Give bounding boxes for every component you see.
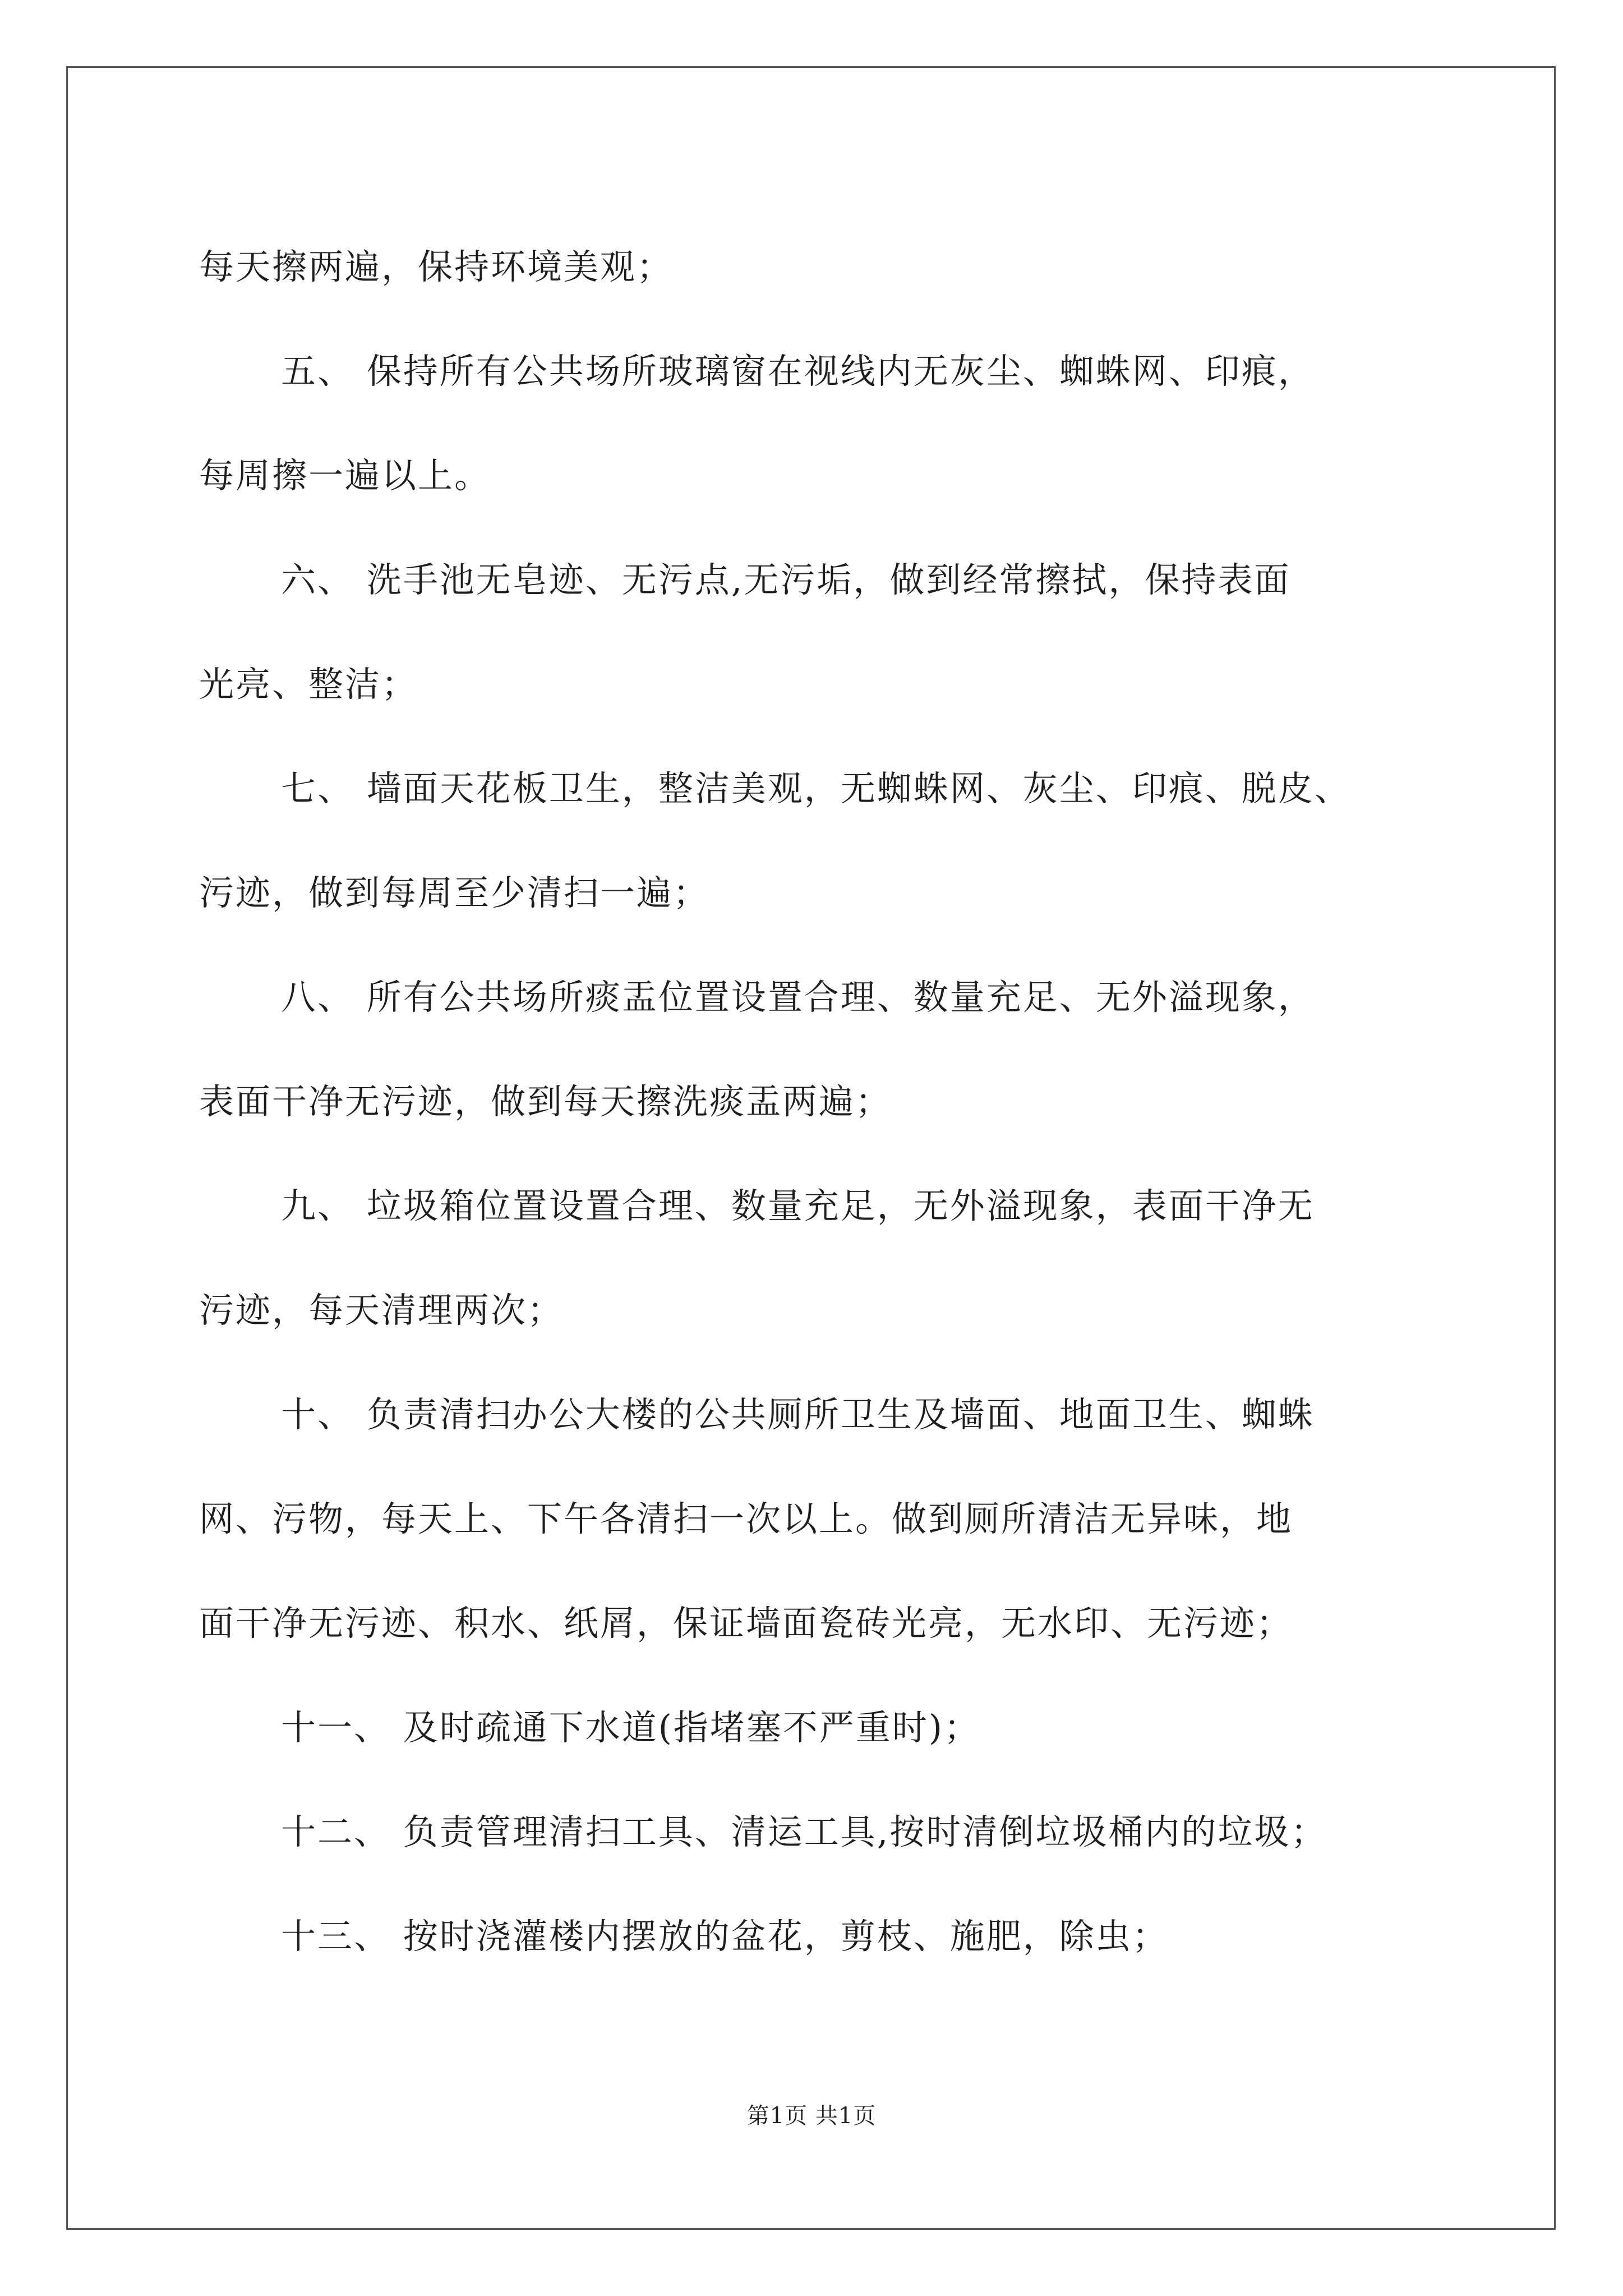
text-line: 面干净无污迹、积水、纸屑，保证墙面瓷砖光亮，无水印、无污迹； bbox=[199, 1603, 1293, 1644]
text-line: 污迹，每天清理两次； bbox=[199, 1290, 564, 1331]
text-line: 每周擦一遍以上。 bbox=[199, 455, 491, 496]
text-line: 六、 洗手池无皂迹、无污点,无污垢，做到经常擦拭，保持表面 bbox=[281, 559, 1291, 600]
text-line: 每天擦两遍，保持环境美观； bbox=[199, 246, 674, 287]
document-body bbox=[199, 215, 1433, 1989]
text-line: 九、 垃圾箱位置设置合理、数量充足，无外溢现象，表面干净无 bbox=[281, 1185, 1315, 1226]
page-number: 第1页 共1页 bbox=[746, 2103, 877, 2129]
text-line: 五、 保持所有公共场所玻璃窗在视线内无灰尘、蜘蛛网、印痕， bbox=[281, 351, 1315, 392]
text-line: 表面干净无污迹，做到每天擦洗痰盂两遍； bbox=[199, 1081, 892, 1122]
text-line: 十三、 按时浇灌楼内摆放的盆花，剪枝、施肥，除虫； bbox=[281, 1916, 1169, 1957]
text-line: 光亮、整洁； bbox=[199, 664, 418, 705]
text-line: 十一、 及时疏通下水道(指堵塞不严重时)； bbox=[281, 1707, 981, 1748]
text-line: 十、 负责清扫办公大楼的公共厕所卫生及墙面、地面卫生、蜘蛛 bbox=[281, 1394, 1315, 1435]
text-line: 网、污物，每天上、下午各清扫一次以上。做到厕所清洁无异味，地 bbox=[199, 1498, 1293, 1539]
text-line: 十二、 负责管理清扫工具、清运工具,按时清倒垃圾桶内的垃圾； bbox=[281, 1811, 1327, 1852]
text-line: 八、 所有公共场所痰盂位置设置合理、数量充足、无外溢现象， bbox=[281, 977, 1315, 1018]
text-line: 七、 墙面天花板卫生，整洁美观，无蜘蛛网、灰尘、印痕、脱皮、 bbox=[281, 768, 1351, 809]
text-line: 污迹，做到每周至少清扫一遍； bbox=[199, 872, 710, 913]
